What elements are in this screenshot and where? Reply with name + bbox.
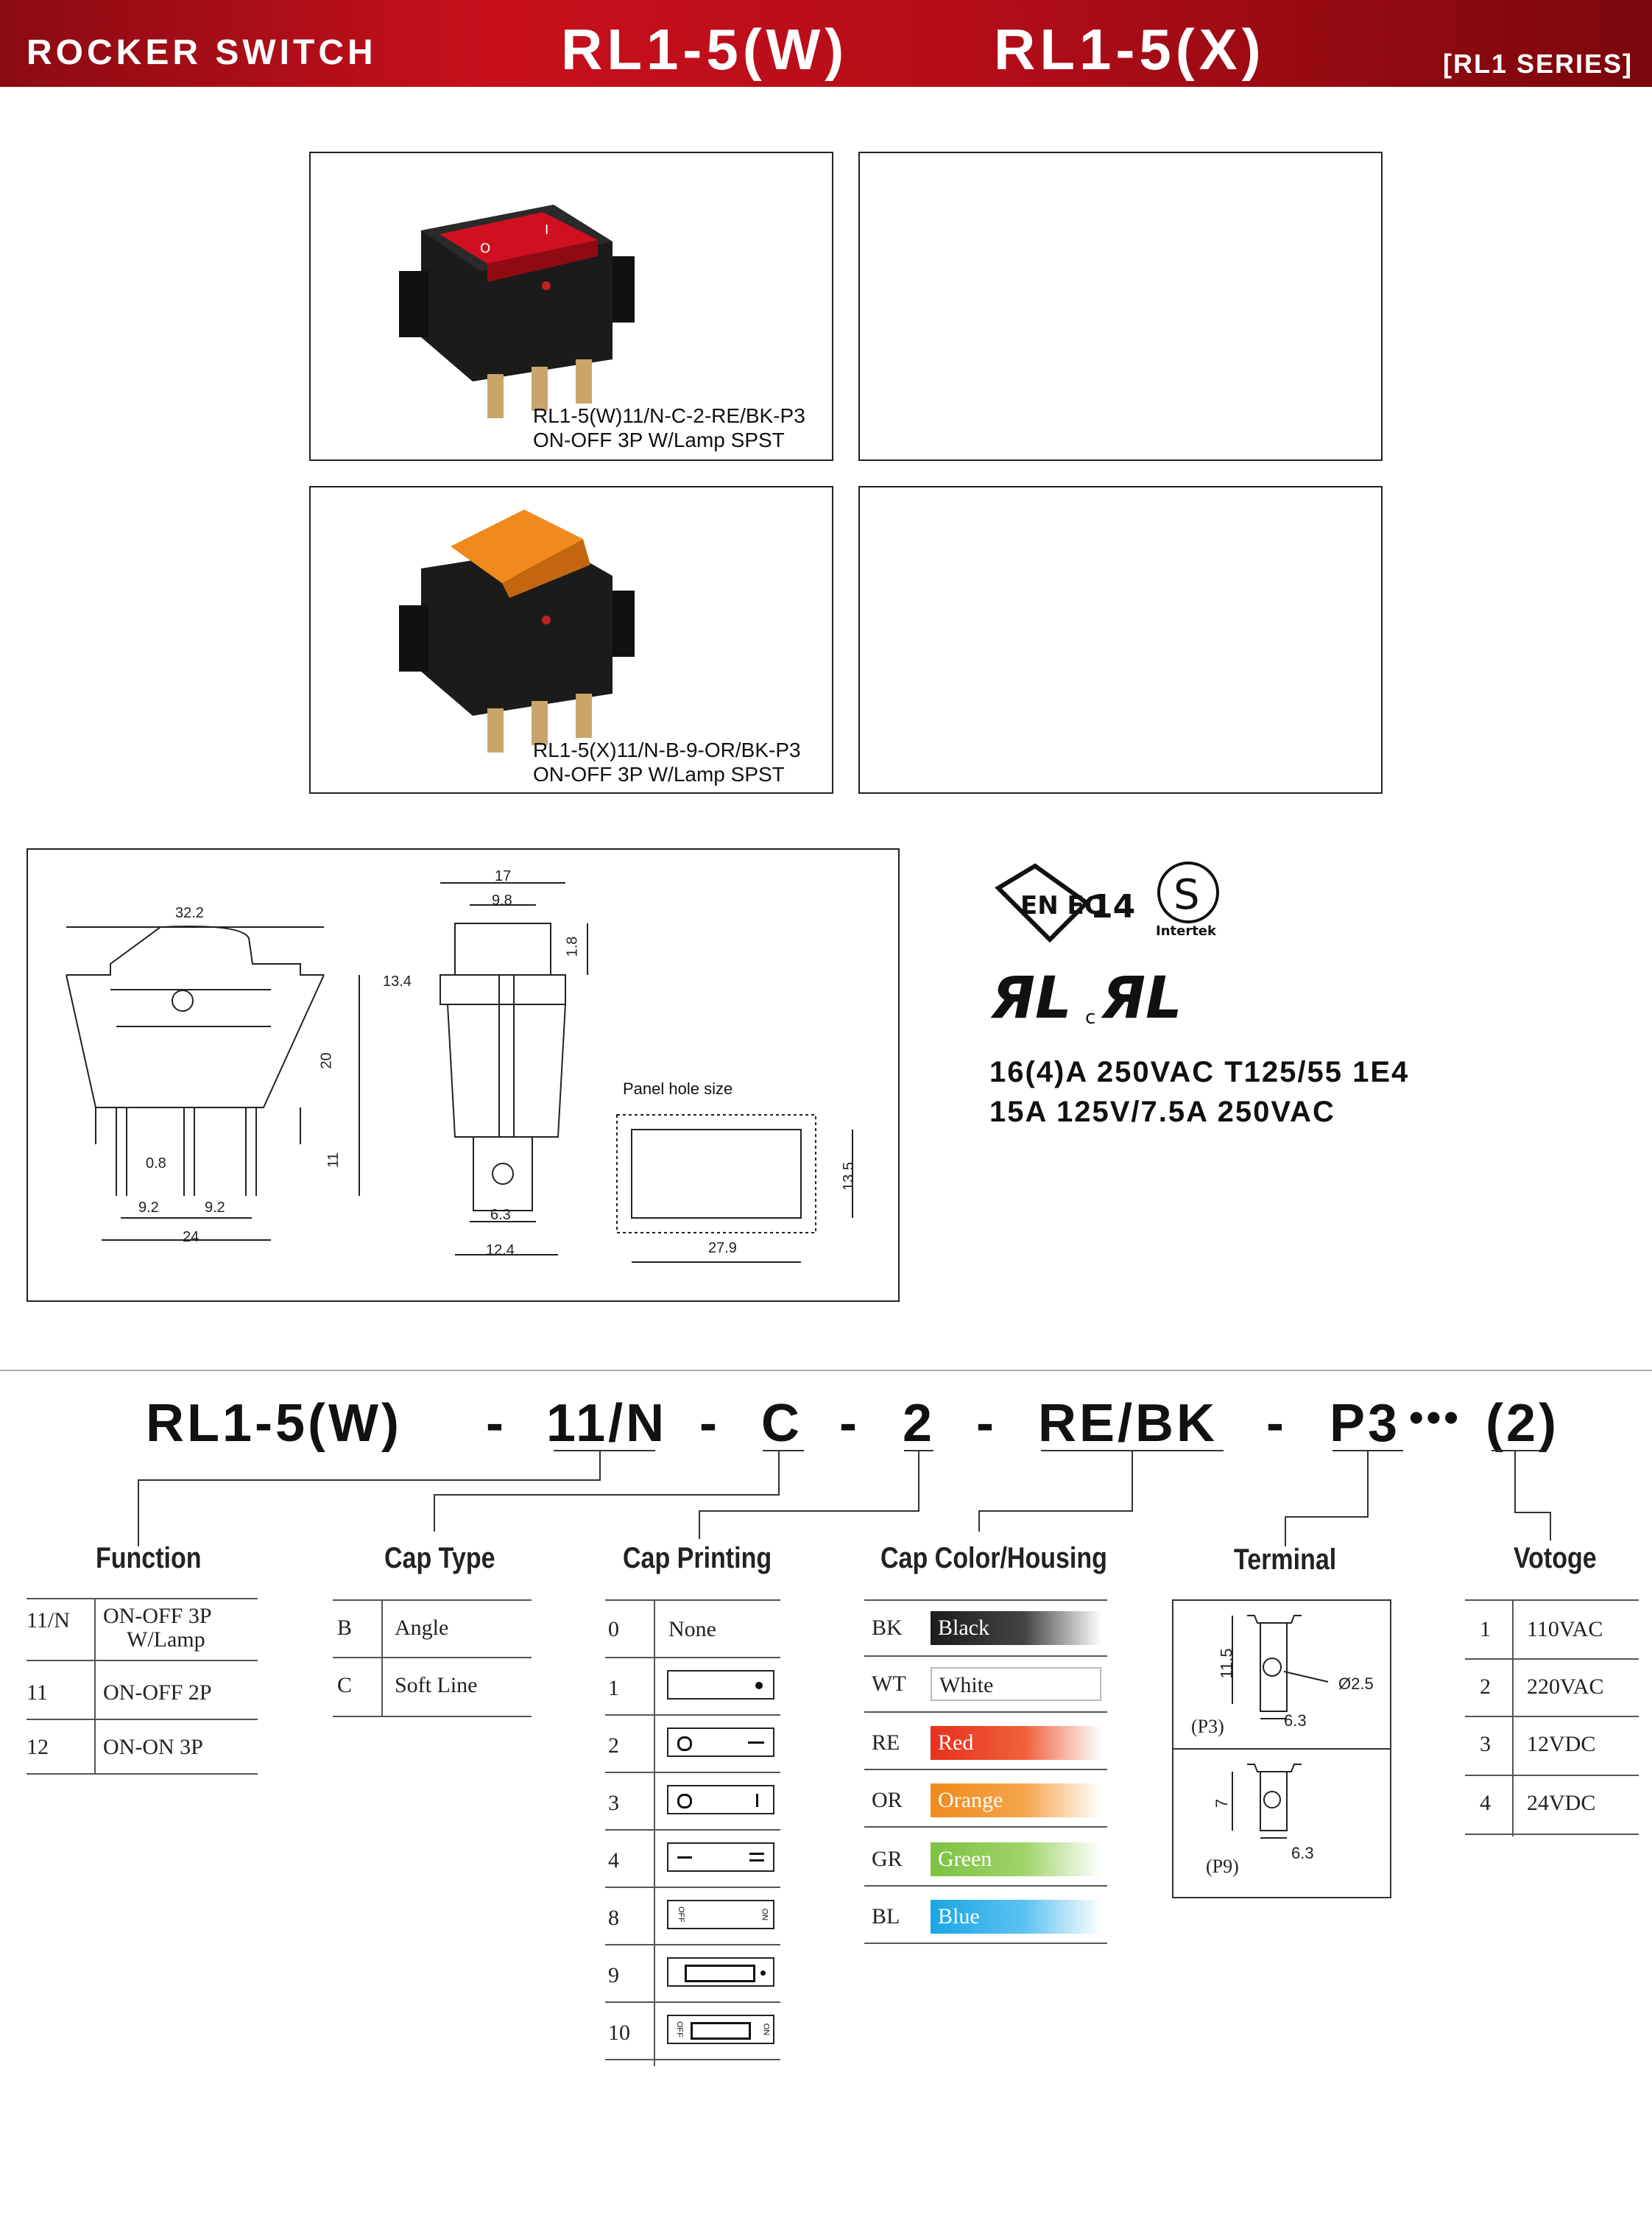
ul-logos (991, 966, 1197, 1036)
rocker-switch-red-image (377, 161, 657, 440)
terminal-p3-width: 6.3 (1284, 1711, 1307, 1730)
color-code-bl: BL (872, 1904, 900, 1929)
header-model-x: RL1-5(X) (994, 17, 1266, 82)
color-swatch-blue: Blue (931, 1900, 1101, 1934)
dim-height-11: 11 (325, 1152, 342, 1168)
print-pattern-off-on (667, 1900, 774, 1929)
print-code-2: 2 (608, 1733, 619, 1758)
svg-text:O: O (480, 241, 491, 256)
table-divider (864, 1711, 1107, 1713)
intertek-logo (1154, 857, 1228, 942)
table-divider (864, 1655, 1107, 1657)
function-code-12: 12 (27, 1735, 49, 1759)
terminal-box (1172, 1599, 1391, 1898)
print-on-label: ON (760, 2023, 770, 2036)
svg-text:ЯL: ЯL (991, 966, 1072, 1032)
print-pattern-dot (667, 1670, 774, 1700)
table-divider (864, 1943, 1107, 1944)
code-dash: - (486, 1394, 506, 1453)
table-divider (1465, 1834, 1639, 1835)
photo-box-w (309, 152, 833, 461)
print-on-label: ON (759, 1908, 769, 1921)
table-divider (381, 1599, 383, 1717)
code-dash: - (839, 1394, 860, 1453)
photo-box-x (309, 486, 833, 794)
function-desc-11n-lamp: W/Lamp (127, 1627, 205, 1652)
table-divider (605, 1829, 780, 1831)
print-code-4: 4 (608, 1848, 619, 1873)
table-divider (605, 1657, 780, 1658)
terminal-drawings (1173, 1601, 1390, 1895)
photo-description: ON-OFF 3P W/Lamp SPST (533, 763, 785, 786)
cap-color-table (864, 1599, 1107, 1953)
dim-width-9-8: 9.8 (492, 892, 512, 909)
print-off-label: OFF (677, 1906, 685, 1923)
table-divider (605, 1887, 780, 1888)
dim-13-4: 13.4 (383, 973, 412, 990)
voltage-code-3: 3 (1480, 1732, 1491, 1756)
cap-color-title: Cap Color/Housing (880, 1542, 1107, 1574)
table-divider (864, 1885, 1107, 1887)
enec-mark-icon (991, 859, 1153, 947)
cap-type-code-c: C (337, 1673, 353, 1697)
function-table (27, 1598, 258, 1775)
dim-width-32-2: 32.2 (175, 905, 204, 921)
voltage-220vac: 220VAC (1527, 1674, 1604, 1699)
code-color: RE/BK (1038, 1394, 1218, 1453)
table-divider (1465, 1775, 1639, 1776)
switch-outline-drawing (28, 850, 898, 1300)
cap-type-title: Cap Type (384, 1542, 495, 1574)
header-series: [RL1 SERIES] (1443, 49, 1634, 79)
print-none: None (668, 1617, 716, 1641)
table-divider (605, 2001, 780, 2003)
color-code-or: OR (872, 1788, 903, 1812)
table-divider (605, 1944, 780, 1945)
table-divider (605, 1714, 780, 1716)
empty-box-2 (858, 486, 1383, 794)
print-code-9: 9 (608, 1963, 619, 1987)
photo-caption-1 (533, 404, 805, 452)
color-code-re: RE (872, 1730, 900, 1755)
voltage-12vdc: 12VDC (1527, 1732, 1596, 1756)
voltage-code-2: 2 (1480, 1674, 1491, 1699)
color-swatch-black: Black (931, 1611, 1101, 1645)
empty-box-1 (858, 152, 1383, 461)
print-code-1: 1 (608, 1676, 619, 1700)
dim-hole-27-9: 27.9 (708, 1240, 737, 1256)
rating-line-1: 16(4)A 250VAC T125/55 1E4 (989, 1056, 1410, 1088)
enec-letters: EN EC (1020, 891, 1103, 920)
voltage-code-1: 1 (1480, 1617, 1491, 1641)
cap-type-table (333, 1599, 532, 1717)
function-code-11n: 11/N (27, 1608, 70, 1633)
panel-hole-label: Panel hole size (623, 1080, 733, 1098)
table-divider (1465, 1716, 1639, 1717)
table-divider (605, 1772, 780, 1773)
table-divider (333, 1716, 532, 1717)
color-code-wt: WT (872, 1672, 906, 1696)
table-divider (654, 1599, 655, 2066)
code-function: 11/N (546, 1394, 668, 1453)
ul-c-label: c (1085, 1007, 1096, 1029)
terminal-p3-label: (P3) (1191, 1716, 1224, 1737)
dim-span-24: 24 (183, 1229, 200, 1245)
table-divider (94, 1598, 96, 1775)
voltage-code-4: 4 (1480, 1791, 1491, 1815)
code-cap-type: C (761, 1394, 802, 1453)
print-pattern-window-off-on (667, 2015, 774, 2044)
print-code-8: 8 (608, 1906, 619, 1930)
terminal-p9-height: 7 (1212, 1798, 1232, 1808)
photo-caption-2 (533, 738, 801, 786)
voltage-table (1465, 1599, 1639, 1836)
voltage-title: Votoge (1514, 1542, 1597, 1574)
enec-number: 14 (1090, 888, 1136, 926)
print-code-3: 3 (608, 1791, 619, 1815)
code-dash: - (976, 1394, 997, 1453)
print-code-0: 0 (608, 1617, 619, 1641)
photo-part-number: RL1-5(X)11/N-B-9-OR/BK-P3 (533, 739, 801, 761)
cap-type-angle: Angle (395, 1616, 449, 1640)
print-off-label: OFF (675, 2021, 684, 2038)
color-swatch-green: Green (931, 1842, 1101, 1876)
function-title: Function (96, 1542, 202, 1574)
table-divider (27, 1660, 258, 1661)
print-pattern-window-dot (667, 1957, 774, 1987)
voltage-24vdc: 24VDC (1527, 1791, 1596, 1815)
code-cap-printing: 2 (903, 1394, 936, 1453)
dim-pitch-9-2-b: 9.2 (205, 1200, 225, 1216)
svg-text:I: I (545, 222, 549, 238)
print-code-10: 10 (608, 2021, 630, 2045)
code-dash: - (1266, 1394, 1287, 1453)
svg-text:S: S (1173, 871, 1200, 919)
dim-hole-13-5: 13.5 (840, 1162, 857, 1191)
color-code-bk: BK (872, 1616, 903, 1640)
color-code-gr: GR (872, 1847, 903, 1871)
dim-tab-6-3: 6.3 (490, 1207, 511, 1223)
code-model: RL1-5(W) (146, 1394, 402, 1453)
dim-width-12-4: 12.4 (486, 1242, 515, 1258)
dim-width-17: 17 (495, 868, 512, 884)
intertek-label: Intertek (1156, 923, 1216, 938)
table-divider (605, 1599, 780, 1601)
table-divider (333, 1657, 532, 1658)
table-divider (1465, 1658, 1639, 1660)
code-connector-lines (0, 1443, 1652, 1561)
terminal-title: Terminal (1234, 1543, 1337, 1576)
code-dots: ••• (1409, 1394, 1461, 1440)
cap-printing-table (605, 1599, 780, 2066)
print-pattern-o-dash (667, 1727, 774, 1757)
table-divider (27, 1598, 258, 1599)
table-divider (864, 1826, 1107, 1828)
dim-height-20: 20 (318, 1052, 335, 1069)
table-divider (605, 2059, 780, 2060)
code-dash: - (699, 1394, 720, 1453)
rating-line-2: 15A 125V/7.5A 250VAC (989, 1096, 1335, 1128)
table-divider (864, 1769, 1107, 1770)
function-desc-11: ON-OFF 2P (103, 1680, 212, 1705)
section-divider (0, 1370, 1652, 1371)
header-banner (0, 0, 1652, 87)
code-voltage: (2) (1486, 1394, 1559, 1453)
cap-type-soft-line: Soft Line (395, 1673, 478, 1697)
code-terminal: P3 (1330, 1394, 1401, 1453)
table-divider (864, 1599, 1107, 1601)
terminal-p9-width: 6.3 (1291, 1844, 1314, 1862)
color-swatch-white: White (931, 1667, 1101, 1701)
table-divider (27, 1719, 258, 1720)
table-divider (27, 1773, 258, 1775)
svg-text:ЯL: ЯL (1101, 966, 1182, 1032)
dim-pin-0-8: 0.8 (146, 1155, 166, 1172)
header-title: ROCKER SWITCH (27, 33, 377, 72)
print-pattern-o-i (667, 1785, 774, 1814)
cap-type-code-b: B (337, 1616, 353, 1640)
table-divider (1465, 1599, 1639, 1601)
terminal-p3-height: 11.5 (1217, 1648, 1236, 1679)
print-pattern-dash-equal (667, 1842, 774, 1872)
function-desc-12: ON-ON 3P (103, 1735, 203, 1759)
function-code-11: 11 (27, 1680, 48, 1705)
terminal-p9-label: (P9) (1206, 1856, 1239, 1877)
dim-pitch-9-2-a: 9.2 (138, 1200, 159, 1216)
function-desc-11n: ON-OFF 3P (103, 1604, 212, 1628)
photo-part-number: RL1-5(W)11/N-C-2-RE/BK-P3 (533, 404, 805, 427)
voltage-110vac: 110VAC (1527, 1617, 1603, 1641)
color-swatch-red: Red (931, 1726, 1101, 1760)
dimension-drawing (27, 848, 900, 1302)
photo-description: ON-OFF 3P W/Lamp SPST (533, 429, 785, 451)
header-model-w: RL1-5(W) (561, 17, 849, 82)
ul-recognized-icon (991, 966, 1197, 1032)
cap-printing-title: Cap Printing (623, 1542, 772, 1574)
table-divider (1512, 1599, 1514, 1836)
color-swatch-orange: Orange (931, 1783, 1101, 1817)
dim-height-1-8: 1.8 (564, 936, 581, 957)
terminal-p3-hole: Ø2.5 (1338, 1674, 1374, 1693)
intertek-s-icon (1154, 857, 1228, 938)
rocker-switch-orange-image (377, 495, 657, 775)
table-divider (333, 1599, 532, 1601)
enec-logo (991, 859, 1153, 951)
